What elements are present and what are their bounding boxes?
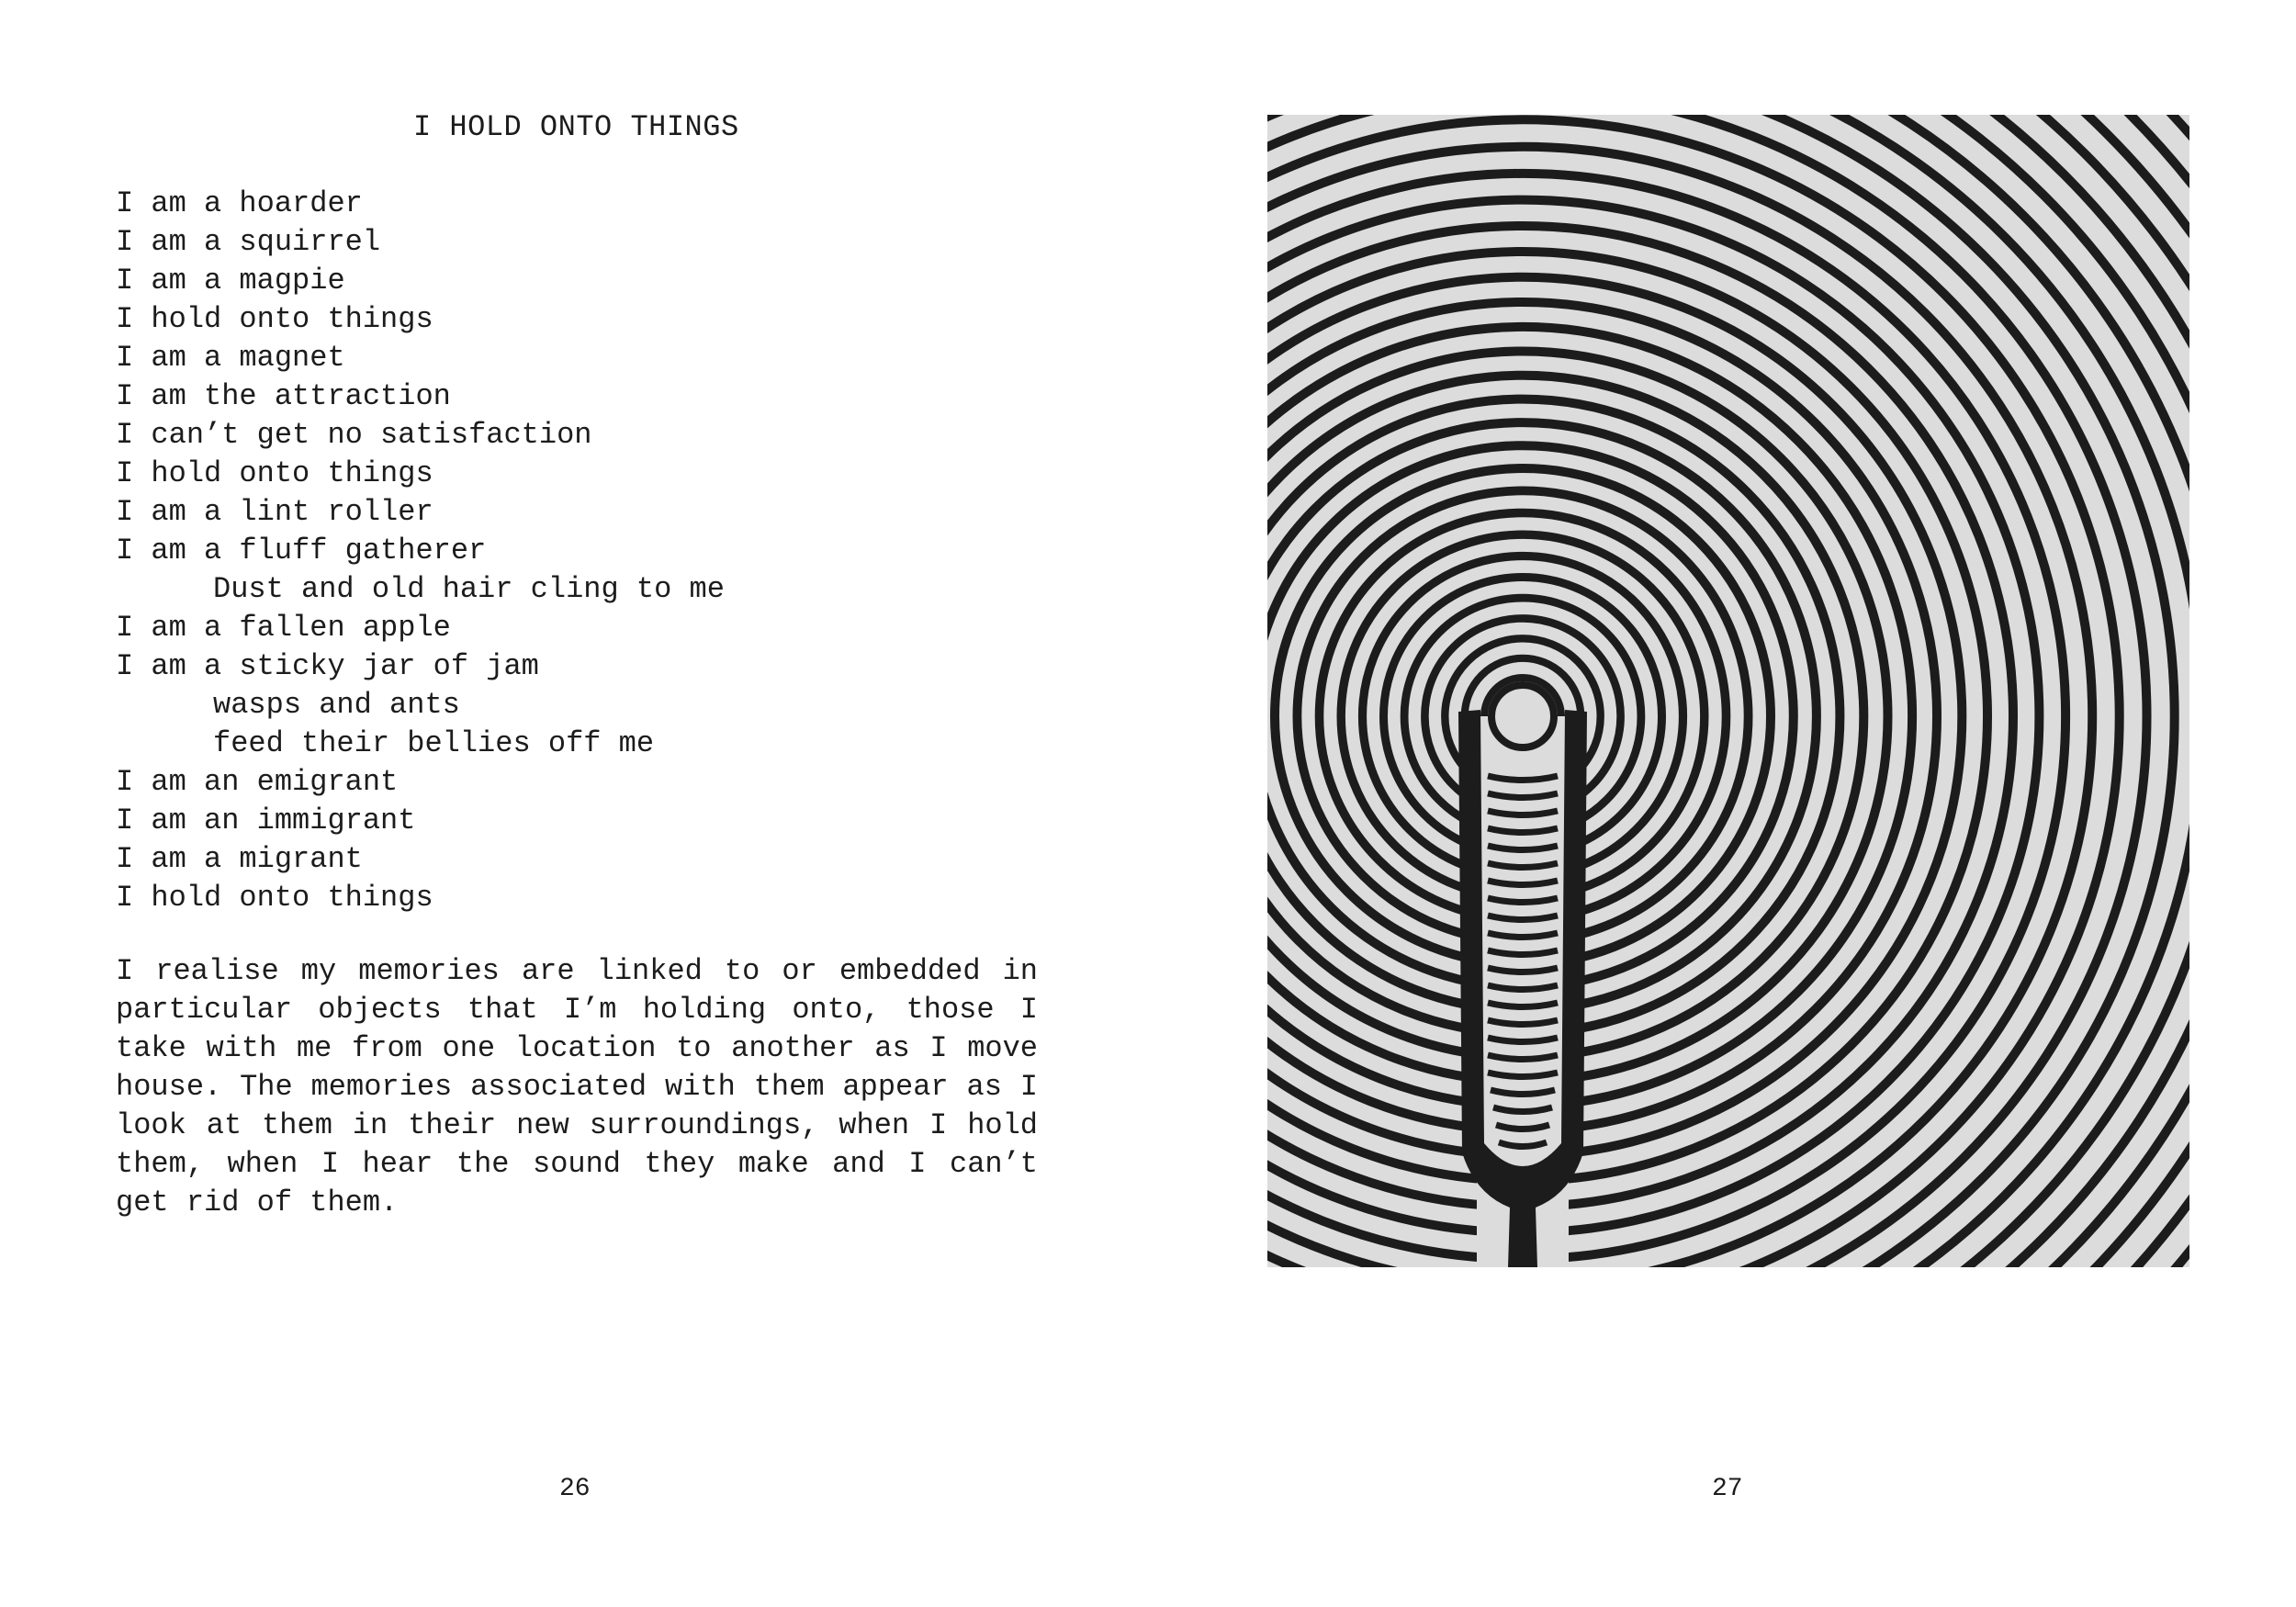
- poem-line: I am a sticky jar of jam: [116, 649, 539, 683]
- poem-line: I am a hoarder: [116, 186, 363, 220]
- poem-line: I can’t get no satisfaction: [116, 418, 592, 452]
- page-number-right: 27: [1712, 1475, 1743, 1503]
- poem: [116, 185, 725, 917]
- poem-line: I am an emigrant: [116, 765, 399, 799]
- poem-line: I am a squirrel: [116, 225, 381, 259]
- poem-line: I hold onto things: [116, 302, 433, 336]
- poem-line: I am the attraction: [116, 379, 451, 413]
- poem-title: I HOLD ONTO THINGS: [413, 110, 739, 144]
- poem-line: I am a fluff gatherer: [116, 534, 487, 568]
- poem-line: I hold onto things: [116, 881, 433, 915]
- poem-line: I hold onto things: [116, 456, 433, 490]
- tuning-fork-illustration: [1267, 115, 2189, 1267]
- poem-line: feed their bellies off me: [213, 726, 655, 760]
- poem-line: I am a fallen apple: [116, 611, 451, 645]
- fork-top-circle: [1491, 685, 1554, 747]
- poem-line: I am an immigrant: [116, 804, 416, 837]
- poem-line: I am a lint roller: [116, 495, 433, 529]
- page-number-left: 26: [559, 1475, 591, 1503]
- poem-line: I am a magnet: [116, 341, 345, 375]
- prose-paragraph: I realise my memories are linked to or embedded in particular objects that I’m holding onto, those I take with me from one location to another as I move house. The memories associated with them appear as I look at them in their new surroundings, when I hold them, when I hear the sound they make and I can’t get rid of them.: [116, 954, 1038, 1219]
- poem-line: I am a magpie: [116, 264, 345, 298]
- concentric-waves-graphic: [1267, 115, 2189, 1267]
- poem-line: I am a migrant: [116, 842, 363, 876]
- poem-line: Dust and old hair cling to me: [213, 572, 725, 606]
- poem-line: wasps and ants: [213, 688, 460, 722]
